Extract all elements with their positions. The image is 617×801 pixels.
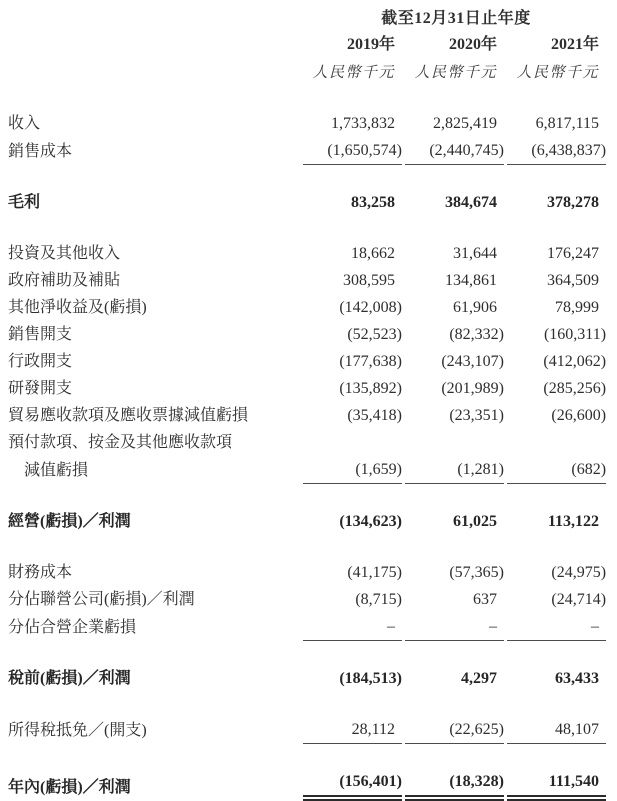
value-2021年: 63,433: [555, 670, 600, 687]
period-title: 截至12月31日止年度: [381, 10, 531, 27]
value-2019年: –: [303, 613, 405, 641]
row-label: 投資及其他收入: [8, 245, 121, 262]
value-2019年: (184,513): [339, 670, 402, 687]
income-statement-table: [8, 6, 609, 801]
spacer-row: [8, 744, 609, 768]
col-header-2021: 2021年: [551, 36, 600, 53]
value-2019年: (8,715): [355, 591, 402, 608]
value-2021年: (6,438,837): [507, 137, 609, 165]
table-row: [8, 110, 609, 137]
table-row: [8, 294, 609, 321]
row-label: 銷售開支: [8, 326, 73, 343]
row-label: 經營(虧損)／利潤: [8, 513, 131, 530]
row-label: 其他淨收益及(虧損): [8, 299, 147, 316]
row-label: 銷售成本: [8, 143, 73, 160]
value-2021年: [507, 429, 609, 456]
value-2020年: 4,297: [461, 670, 497, 687]
value-2020年: (1,281): [405, 456, 507, 484]
value-2020年: [405, 429, 507, 456]
table-row: [8, 240, 609, 267]
row-label: 減值虧損: [24, 462, 89, 479]
value-2021年: 378,278: [547, 194, 600, 211]
table-row: [8, 768, 609, 801]
col-header-2020: 2020年: [448, 36, 497, 53]
value-2019年: 308,595: [343, 272, 395, 289]
row-label: 所得稅抵免／(開支): [8, 722, 147, 739]
spacer-row: [8, 216, 609, 240]
value-2021年: (160,311): [543, 326, 607, 343]
value-2020年: (82,332): [449, 326, 504, 343]
value-2021年: 48,107: [507, 716, 609, 744]
unit-label-2019: 人民幣千元: [312, 65, 395, 81]
value-2019年: (52,523): [347, 326, 402, 343]
table-row: [8, 375, 609, 402]
value-2021年: (412,062): [543, 353, 607, 370]
value-2020年: 61,025: [453, 513, 497, 530]
value-2019年: [303, 429, 405, 456]
table-row: [8, 586, 609, 613]
value-2019年: (142,008): [339, 299, 402, 316]
spacer-row: [8, 641, 609, 665]
value-2019年: (1,659): [303, 456, 405, 484]
table-row: [8, 613, 609, 641]
row-label: 預付款項、按金及其他應收款項: [8, 434, 233, 451]
year-header-row: [8, 30, 609, 56]
value-2021年: 176,247: [547, 245, 600, 262]
col-header-2019: 2019年: [346, 36, 395, 53]
unit-label-2020: 人民幣千元: [414, 65, 497, 81]
value-2019年: (177,638): [339, 353, 402, 370]
value-2020年: 2,825,419: [433, 115, 497, 132]
value-2020年: (201,989): [441, 380, 504, 397]
row-label: 政府補助及補貼: [8, 272, 121, 289]
value-2021年: 78,999: [555, 299, 600, 316]
value-2019年: (135,892): [339, 380, 402, 397]
value-2021年: (24,975): [551, 564, 607, 581]
value-2021年: –: [507, 613, 609, 641]
table-row: [8, 429, 609, 456]
table-row: [8, 189, 609, 216]
value-2020年: 134,861: [445, 272, 497, 289]
value-2019年: 28,112: [303, 716, 405, 744]
row-label: 貿易應收款項及應收票據減值虧損: [8, 407, 249, 424]
table-row: [8, 456, 609, 484]
unit-label-2021: 人民幣千元: [516, 65, 600, 81]
value-2020年: 637: [473, 591, 497, 608]
row-label: 稅前(虧損)／利潤: [8, 670, 131, 687]
value-2019年: 1,733,832: [331, 115, 395, 132]
table-row: [8, 716, 609, 744]
row-label: 財務成本: [8, 564, 73, 581]
table-row: [8, 559, 609, 586]
spacer-row: [8, 165, 609, 189]
table-header: [8, 6, 609, 84]
value-2020年: (18,328): [405, 768, 507, 801]
value-2020年: 384,674: [445, 194, 497, 211]
value-2019年: (156,401): [303, 768, 405, 801]
table-row: [8, 267, 609, 294]
value-2020年: (243,107): [441, 353, 504, 370]
period-title-row: [8, 6, 609, 30]
value-2021年: (285,256): [543, 380, 607, 397]
unit-header-row: [8, 56, 609, 84]
table-row: [8, 402, 609, 429]
row-label: 收入: [8, 115, 41, 132]
value-2020年: 31,644: [453, 245, 497, 262]
value-2021年: 113,122: [547, 513, 600, 530]
value-2021年: (682): [507, 456, 609, 484]
value-2019年: (134,623): [339, 513, 402, 530]
row-label: 研發開支: [8, 380, 73, 397]
table-row: [8, 665, 609, 692]
value-2020年: (57,365): [449, 564, 504, 581]
row-label: 行政開支: [8, 353, 73, 370]
value-2020年: (23,351): [449, 407, 504, 424]
table-row: [8, 137, 609, 165]
value-2020年: (2,440,745): [405, 137, 507, 165]
value-2021年: 111,540: [507, 768, 609, 801]
spacer-row: [8, 484, 609, 508]
table-body: [8, 84, 609, 801]
value-2021年: (26,600): [551, 407, 607, 424]
spacer-row: [8, 692, 609, 716]
value-2021年: (24,714): [551, 591, 607, 608]
value-2019年: (35,418): [347, 407, 402, 424]
value-2019年: 83,258: [351, 194, 395, 211]
value-2019年: (41,175): [347, 564, 402, 581]
value-2021年: 364,509: [547, 272, 600, 289]
value-2020年: (22,625): [405, 716, 507, 744]
table-row: [8, 321, 609, 348]
table-row: [8, 508, 609, 535]
value-2020年: 61,906: [453, 299, 497, 316]
value-2019年: 18,662: [351, 245, 395, 262]
row-label: 毛利: [8, 194, 41, 211]
value-2021年: 6,817,115: [535, 115, 600, 132]
row-label: 分佔合營企業虧損: [8, 619, 137, 636]
value-2019年: (1,650,574): [303, 137, 405, 165]
row-label: 年內(虧損)／利潤: [8, 779, 131, 796]
row-label: 分佔聯營公司(虧損)／利潤: [8, 591, 195, 608]
value-2020年: –: [405, 613, 507, 641]
spacer-row: [8, 535, 609, 559]
spacer-row: [8, 84, 609, 110]
table-row: [8, 348, 609, 375]
